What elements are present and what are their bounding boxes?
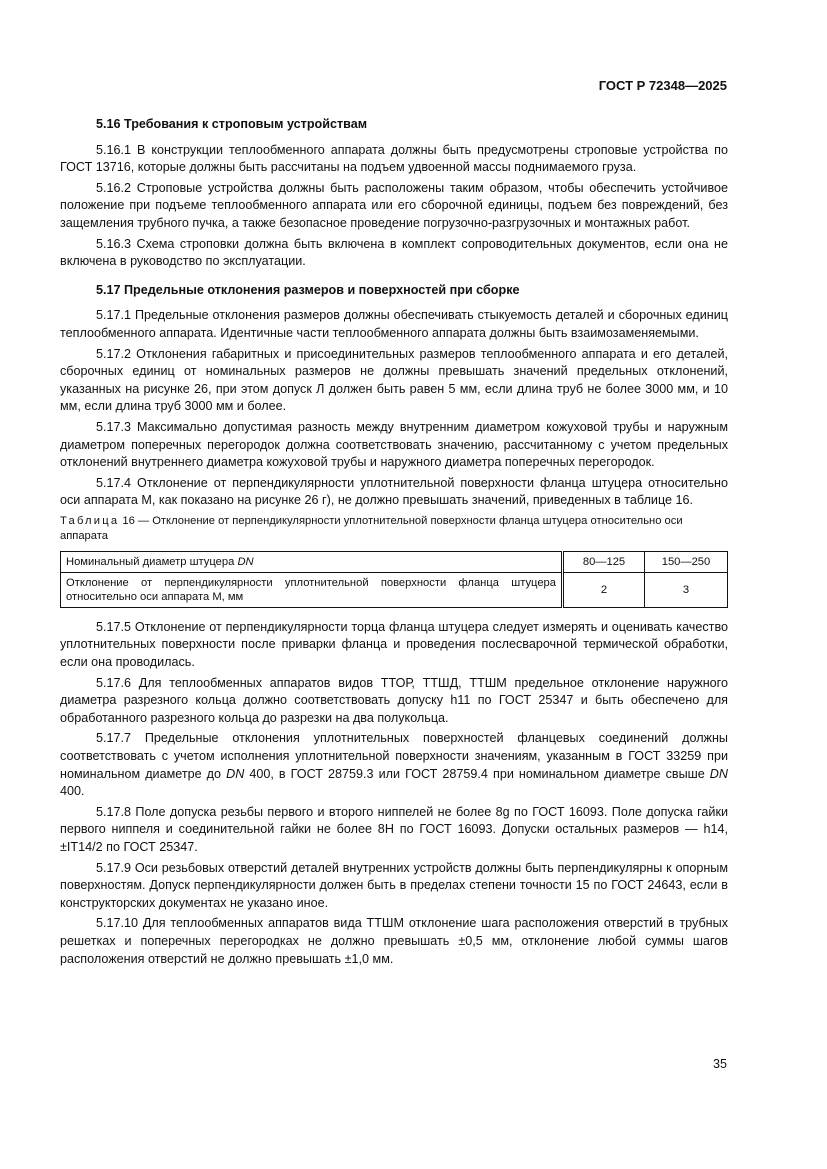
- dn-symbol: DN: [226, 766, 245, 781]
- paragraph-5-16-3: 5.16.3 Схема строповки должна быть включена в комплект сопроводительных документов, если она не включена в руководство по эксплуатации.: [60, 236, 728, 269]
- nominal-diameter-label: Номинальный диаметр штуцера: [66, 555, 238, 568]
- paragraph-5-17-9: 5.17.9 Оси резьбовых отверстий деталей внутренних устройств должны быть перпендикулярны к опорным поверхностям. Допуск перпендикулярности должен быть в пределах степени точности 15 по ГОСТ 24643, если в конструкторских документах не указано иное.: [60, 860, 728, 910]
- paragraph-5-17-1: 5.17.1 Предельные отклонения размеров должны обеспечивать стыкуемость деталей и сборочных единиц теплообменного аппарата. Идентичные части теплообменного аппарата должны быть взаимозаменяемыми.: [60, 308, 728, 340]
- table-header-range-1: 80—125: [563, 551, 645, 572]
- dn-symbol: DN: [237, 555, 254, 568]
- table-value-1: 2: [563, 572, 645, 607]
- fraction-numerator: IT14: [66, 840, 93, 854]
- paragraph-5-17-5: 5.17.5 Отклонение от перпендикулярности торца фланца штуцера следует измерять и оценивать качество уплотнительных поверхности после приварки фланца и проведения послесварочной термической обработки, если она проводилась.: [60, 619, 728, 670]
- paragraph-5-17-4: 5.17.4 Отклонение от перпендикулярности уплотнительной поверхности фланца штуцера относительно оси аппарата М, как показано на рисунке 26 г), не должно превышать значений, приведенных в таблице 16.: [60, 475, 728, 508]
- paragraph-5-17-2: 5.17.2 Отклонения габаритных и присоединительных размеров теплообменного аппарата и его деталей, сборочных единиц от номинальных размеров не должны превышать значений предельных отклонений, указанных на рисунке 26, при этом допуск Л должен быть равен 5 мм, если длина труб не более 3000 мм, и 10 мм, если длина труб 3000 мм и более.: [60, 346, 728, 414]
- section-5-16-title: 5.16 Требования к строповым устройствам: [96, 117, 368, 131]
- table-16: [60, 551, 728, 608]
- paragraph-5-17-7: [60, 730, 728, 800]
- paragraph-5-16-1: 5.16.1 В конструкции теплообменного аппарата должны быть предусмотрены строповые устройства по ГОСТ 13716, которые должны быть рассчитаны на подъем удвоенной массы поднимаемого груза.: [60, 142, 728, 175]
- paragraph-5-17-6: 5.17.6 Для теплообменных аппаратов видов ТТОР, ТТШД, ТТШМ предельное отклонение наружного диаметра разрезного кольца должно соответствовать допуску h11 по ГОСТ 25347 и быть обеспечено для обработанного разрезного кольца до разрезки на два полукольца.: [60, 675, 728, 725]
- p7-part-b: 400, в ГОСТ 28759.3 или ГОСТ 28759.4 при номинальном диаметре свыше: [244, 766, 710, 781]
- p7-part-c: 400.: [60, 784, 85, 799]
- paragraph-5-17-10: 5.17.10 Для теплообменных аппаратов вида ТТШМ отклонение шага расположения отверстий в трубных решетках и поперечных перегородках не должно превышать ±0,5 мм, отклонение любой суммы шагов расположения отверстий не должно превышать ±1,0 мм.: [60, 916, 728, 966]
- table-row: [61, 551, 728, 572]
- fraction-denominator: 2: [95, 840, 103, 854]
- p7-part-a: 5.17.7 Предельные отклонения уплотнительных поверхностей фланцевых соединений должны соответствовать с учетом исполнения уплотнительной поверхности значениям, указанным в ГОСТ 33259 при номинальном диаметре до: [60, 731, 728, 781]
- p8-part-b: по ГОСТ 25347.: [102, 840, 198, 854]
- table-label: Таблица: [60, 514, 120, 527]
- p8-part-a: 5.17.8 Поле допуска резьбы первого и второго ниппелей не более 8g по ГОСТ 16093. Поле допуска гайки первого ниппеля и соединительной гайки не более 8H по ГОСТ 16093. Допуски остальных размеров — h14, ±: [60, 804, 728, 854]
- table-16-caption: [60, 514, 728, 544]
- section-5-17-title: 5.17 Предельные отклонения размеров и поверхностей при сборке: [96, 282, 520, 297]
- dn-symbol: DN: [709, 766, 728, 781]
- table-header-cell: [61, 551, 563, 572]
- page-content: [60, 116, 728, 971]
- paragraph-5-16-2: 5.16.2 Строповые устройства должны быть расположены таким образом, чтобы обеспечить устойчивое положение при подъеме теплообменного аппарата или его сборочной единицы, подъем без повреждений, без защемления трубного пучка, а также безопасное проведение погрузочно-разгрузочных и монтажных работ.: [60, 180, 728, 230]
- paragraph-5-17-3: 5.17.3 Максимально допустимая разность между внутренним диаметром кожуховой трубы и наружным диаметром поперечных перегородок должна соответствовать значению, рассчитанному с учетом предельных отклонений внутреннего диаметра кожуховой трубы и наружного диаметра поперечных перегородок.: [60, 419, 728, 470]
- page-number: 35: [712, 1057, 727, 1071]
- table-row: [61, 572, 728, 607]
- document-header: ГОСТ Р 72348—2025: [598, 78, 727, 93]
- table-row-label: Отклонение от перпендикулярности уплотнительной поверхности фланца штуцера относительно оси аппарата М, мм: [61, 572, 563, 607]
- table-header-range-2: 150—250: [645, 551, 728, 572]
- table-value-2: 3: [645, 572, 728, 607]
- paragraph-5-17-8: 5.17.8 Поле допуска резьбы первого и второго ниппелей не более 8g по ГОСТ 16093. Поле допуска гайки первого ниппеля и соединительной гайки не более 8H по ГОСТ 16093. Допуски остальных размеров — h14, ±IT14/2 по ГОСТ 25347.: [60, 804, 728, 854]
- table-caption-text: 16 — Отклонение от перпендикулярности уплотнительной поверхности фланца штуцера относительно оси аппарата: [60, 514, 683, 542]
